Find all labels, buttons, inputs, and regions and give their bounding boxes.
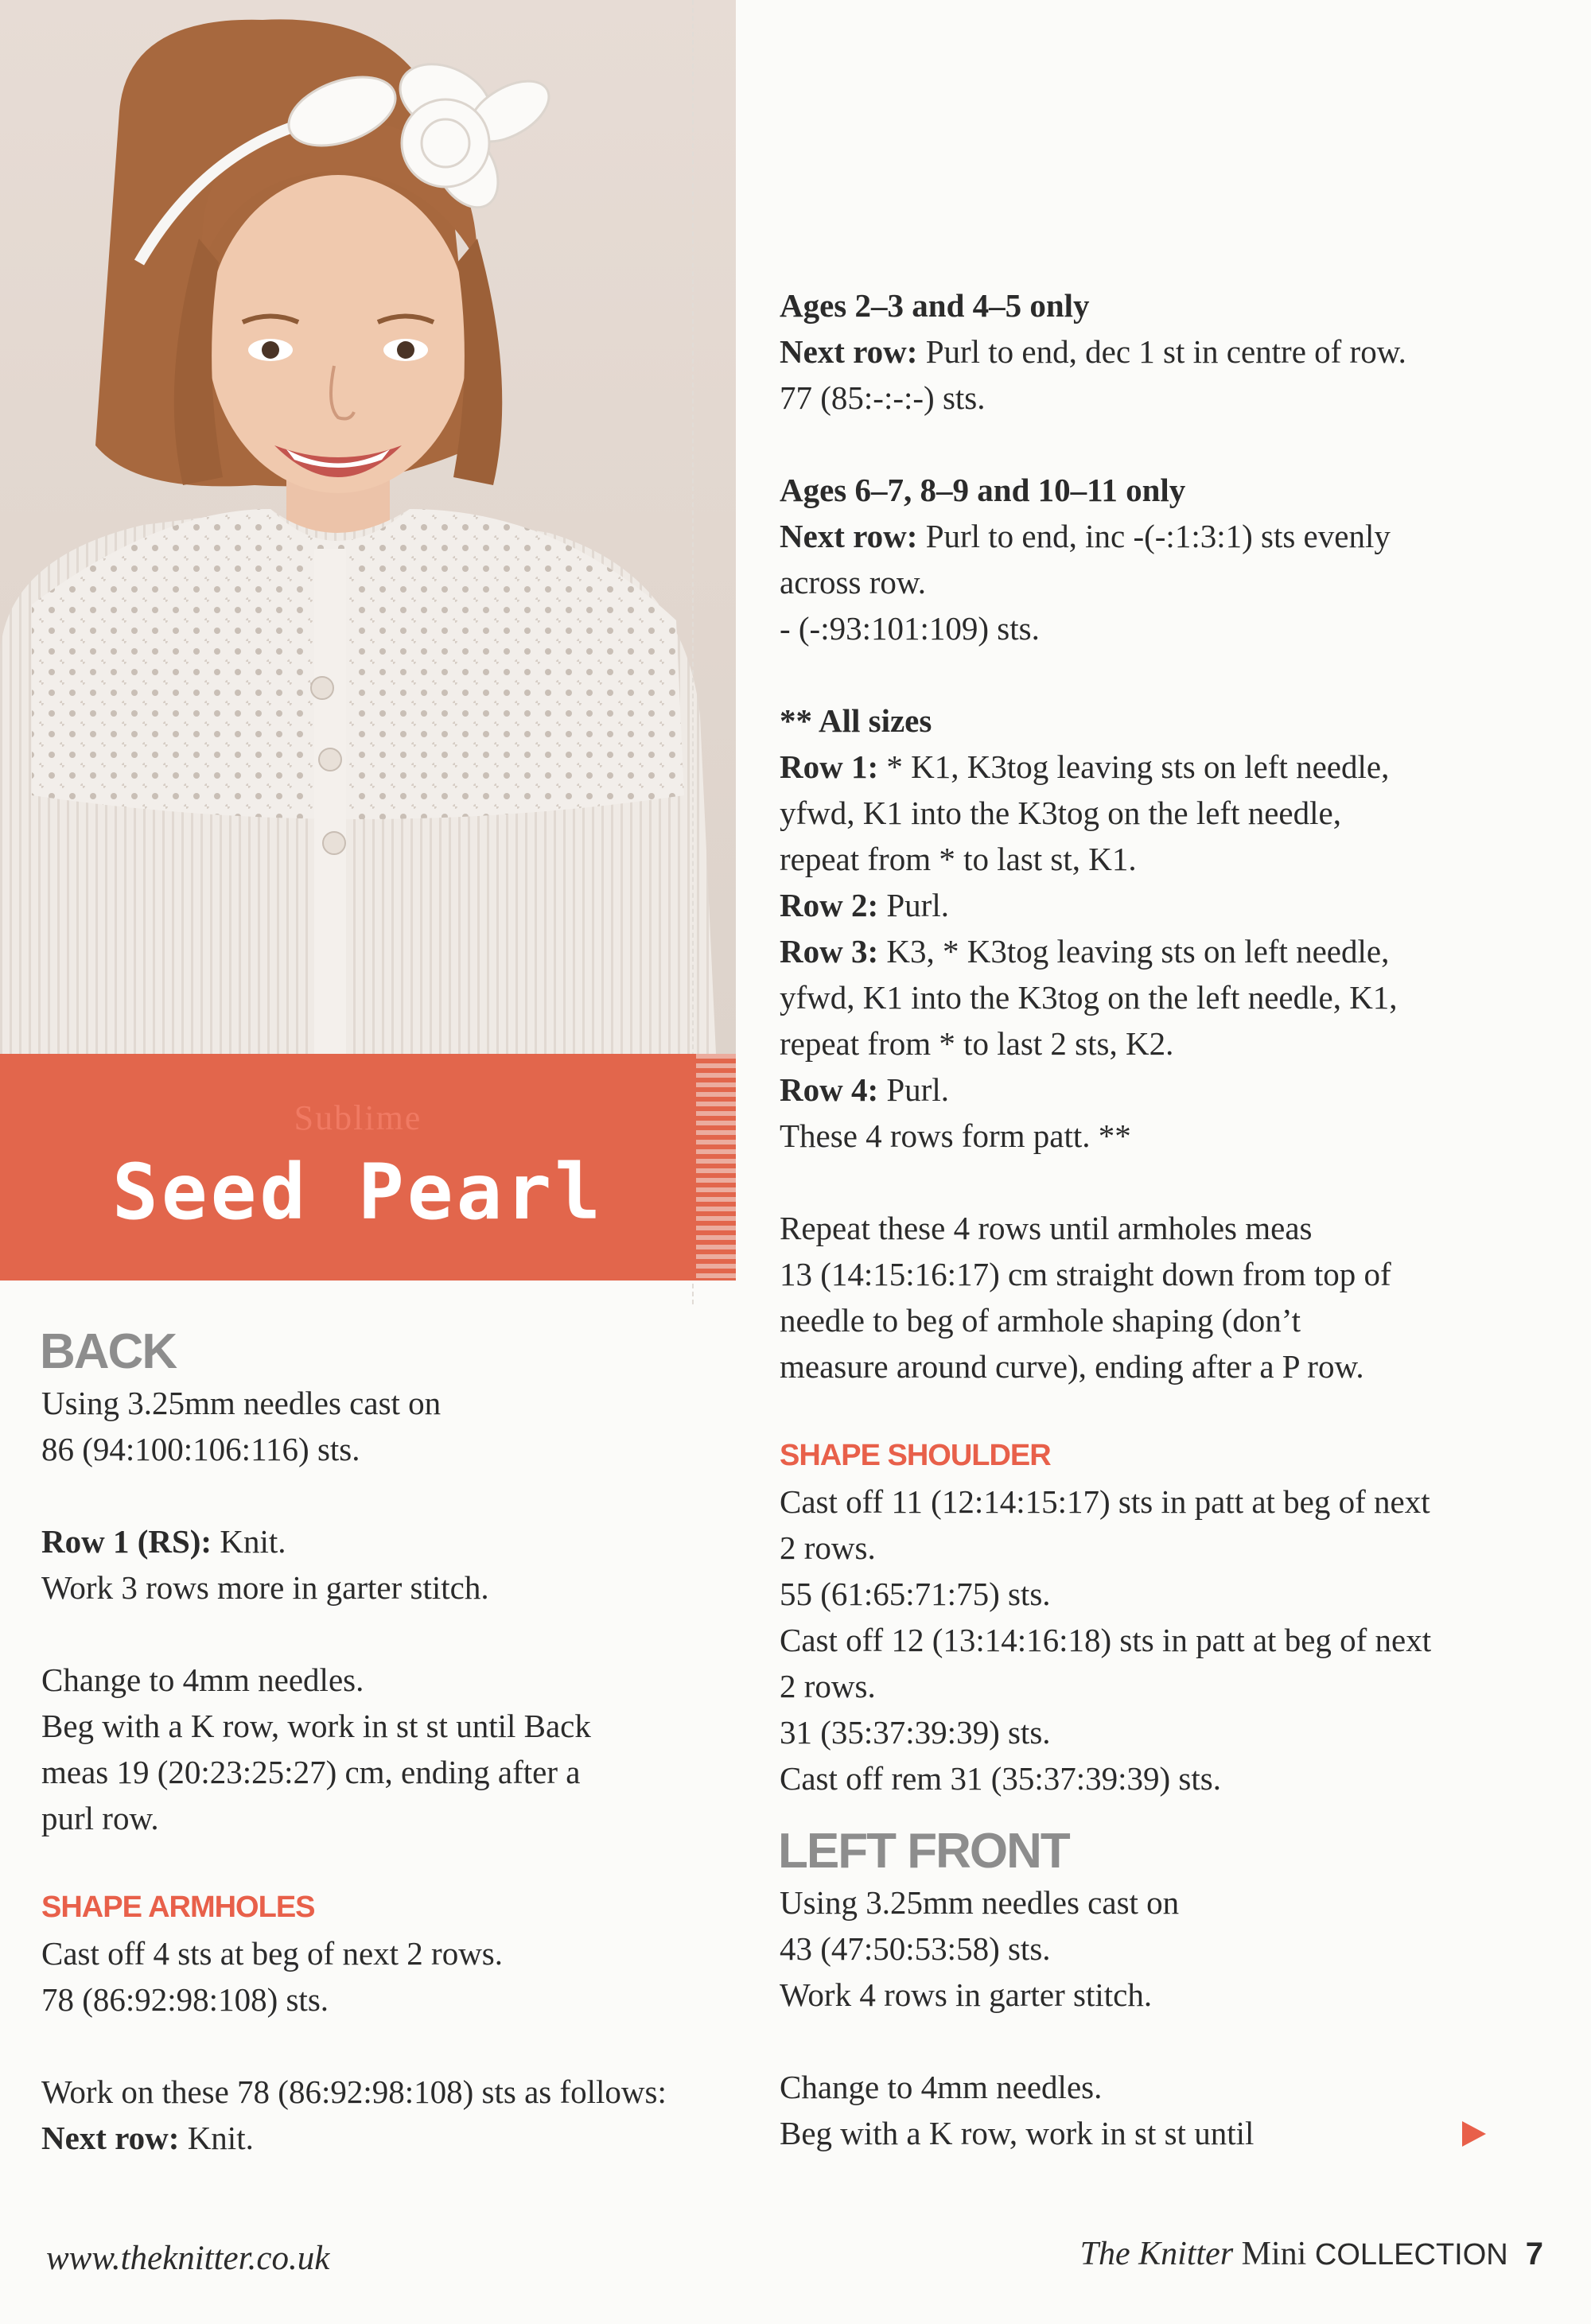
model-photo xyxy=(0,0,736,1054)
back-change-line-3: meas 19 (20:23:25:27) cm, ending after a xyxy=(41,1754,581,1790)
shoulder-line-3: 55 (61:65:71:75) sts. xyxy=(780,1576,1051,1612)
row-label: Next row: xyxy=(780,333,918,370)
row-label: Row 1 (RS): xyxy=(41,1523,212,1560)
left-front-line-3: Work 4 rows in garter stitch. xyxy=(780,1976,1153,2013)
armholes-line-1: Cast off 4 sts at beg of next 2 rows. xyxy=(41,1935,504,1972)
row-label: Row 3: xyxy=(780,933,879,970)
collection-label: COLLECTION xyxy=(1306,2238,1508,2272)
row-text: Knit. xyxy=(212,1523,286,1560)
running-footer xyxy=(1080,2235,1543,2273)
yarn-brand: Sublime xyxy=(294,1098,422,1137)
right-column xyxy=(780,282,1511,2156)
left-front-line-1: Using 3.25mm needles cast on xyxy=(780,1884,1180,1921)
patt-row-3-line-3: repeat from * to last 2 sts, K2. xyxy=(780,1025,1174,1062)
patt-row-2 xyxy=(780,882,1511,928)
back-change-line-2: Beg with a K row, work in st st until Back xyxy=(41,1708,591,1744)
back-intro-line-1: Using 3.25mm needles cast on xyxy=(41,1385,442,1421)
shoulder-line-5: 2 rows. xyxy=(780,1668,876,1704)
pattern-title: Seed Pearl xyxy=(112,1148,604,1237)
shoulder-line-2: 2 rows. xyxy=(780,1529,876,1566)
repeat-line-3: needle to beg of armhole shaping (don’t xyxy=(780,1302,1301,1339)
left-front-change-2: Beg with a K row, work in st st until xyxy=(780,2115,1255,2151)
shape-armholes-heading: SHAPE ARMHOLES xyxy=(41,1891,315,1924)
patt-row-3-line-1 xyxy=(780,928,1511,974)
shoulder-line-4: Cast off 12 (13:14:16:18) sts in patt at beg of next xyxy=(780,1622,1432,1658)
website-url: www.theknitter.co.uk xyxy=(46,2240,330,2277)
row-label: Row 2: xyxy=(780,887,879,923)
back-row-1 xyxy=(41,1518,757,1564)
shape-shoulder-heading: SHAPE SHOULDER xyxy=(780,1439,1051,1472)
row-text: Purl to end, dec 1 st in centre of row. xyxy=(917,333,1406,370)
shoulder-line-6: 31 (35:37:39:39) sts. xyxy=(780,1714,1051,1751)
patt-row-4 xyxy=(780,1067,1511,1113)
mini-label: Mini xyxy=(1233,2236,1307,2272)
left-front-heading: LEFT FRONT xyxy=(778,1824,1069,1879)
ages-a-sts: 77 (85:-:-:-) sts. xyxy=(780,379,986,416)
back-change-line-1: Change to 4mm needles. xyxy=(41,1661,364,1698)
patt-row-1-line-3: repeat from * to last st, K1. xyxy=(780,841,1137,877)
all-sizes-heading xyxy=(780,698,1511,744)
row-text: Knit. xyxy=(179,2120,254,2156)
row-label: Row 1: xyxy=(780,748,879,785)
row-text: Purl. xyxy=(878,887,949,923)
left-front-change-1: Change to 4mm needles. xyxy=(780,2069,1103,2105)
work-on-line: Work on these 78 (86:92:98:108) sts as follows: xyxy=(41,2073,667,2110)
right-triangle-icon xyxy=(1462,2121,1486,2147)
row-text: * K1, K3tog leaving sts on left needle, xyxy=(878,748,1390,785)
ages-b-sts: - (-:93:101:109) sts. xyxy=(780,610,1040,647)
back-change-line-4: purl row. xyxy=(41,1800,159,1836)
patt-row-1-line-2: yfwd, K1 into the K3tog on the left needle, xyxy=(780,795,1341,831)
ages-b-more: across row. xyxy=(780,564,927,600)
repeat-line-1: Repeat these 4 rows until armholes meas xyxy=(780,1210,1313,1246)
armholes-line-2: 78 (86:92:98:108) sts. xyxy=(41,1981,329,2018)
left-front-line-2: 43 (47:50:53:58) sts. xyxy=(780,1930,1051,1967)
row-label: Row 4: xyxy=(780,1071,879,1108)
ages-b-next-row xyxy=(780,513,1511,559)
subheading: Ages 6–7, 8–9 and 10–11 only xyxy=(780,472,1186,508)
ages-b-heading xyxy=(780,467,1511,513)
repeat-line-4: measure around curve), ending after a P row. xyxy=(780,1348,1364,1385)
patt-form: These 4 rows form patt. ** xyxy=(780,1117,1131,1154)
next-row-knit xyxy=(41,2115,757,2161)
pattern-banner xyxy=(0,1054,736,1281)
ages-a-heading xyxy=(780,282,1511,328)
row-text: Purl to end, inc -(-:1:3:1) sts evenly xyxy=(917,518,1391,554)
row-text: K3, * K3tog leaving sts on left needle, xyxy=(878,933,1390,970)
page-number: 7 xyxy=(1525,2237,1543,2272)
patt-row-3-line-2: yfwd, K1 into the K3tog on the left needle, K1, xyxy=(780,979,1398,1016)
subheading: ** All sizes xyxy=(780,702,932,739)
magazine-name: The Knitter xyxy=(1079,2236,1234,2272)
back-heading: BACK xyxy=(40,1324,177,1379)
shoulder-line-1: Cast off 11 (12:14:15:17) sts in patt at beg of next xyxy=(780,1483,1430,1520)
shoulder-line-7: Cast off rem 31 (35:37:39:39) sts. xyxy=(780,1760,1221,1797)
back-intro-line-2: 86 (94:100:106:116) sts. xyxy=(41,1431,360,1467)
subheading: Ages 2–3 and 4–5 only xyxy=(780,287,1090,324)
row-label: Next row: xyxy=(780,518,918,554)
row-text: Purl. xyxy=(878,1071,949,1108)
ages-a-next-row xyxy=(780,328,1511,375)
left-column xyxy=(41,1324,757,2161)
patt-row-1-line-1 xyxy=(780,744,1511,790)
repeat-line-2: 13 (14:15:16:17) cm straight down from top of xyxy=(780,1256,1391,1292)
row-label: Next row: xyxy=(41,2120,180,2156)
back-row-1-more: Work 3 rows more in garter stitch. xyxy=(41,1569,489,1606)
